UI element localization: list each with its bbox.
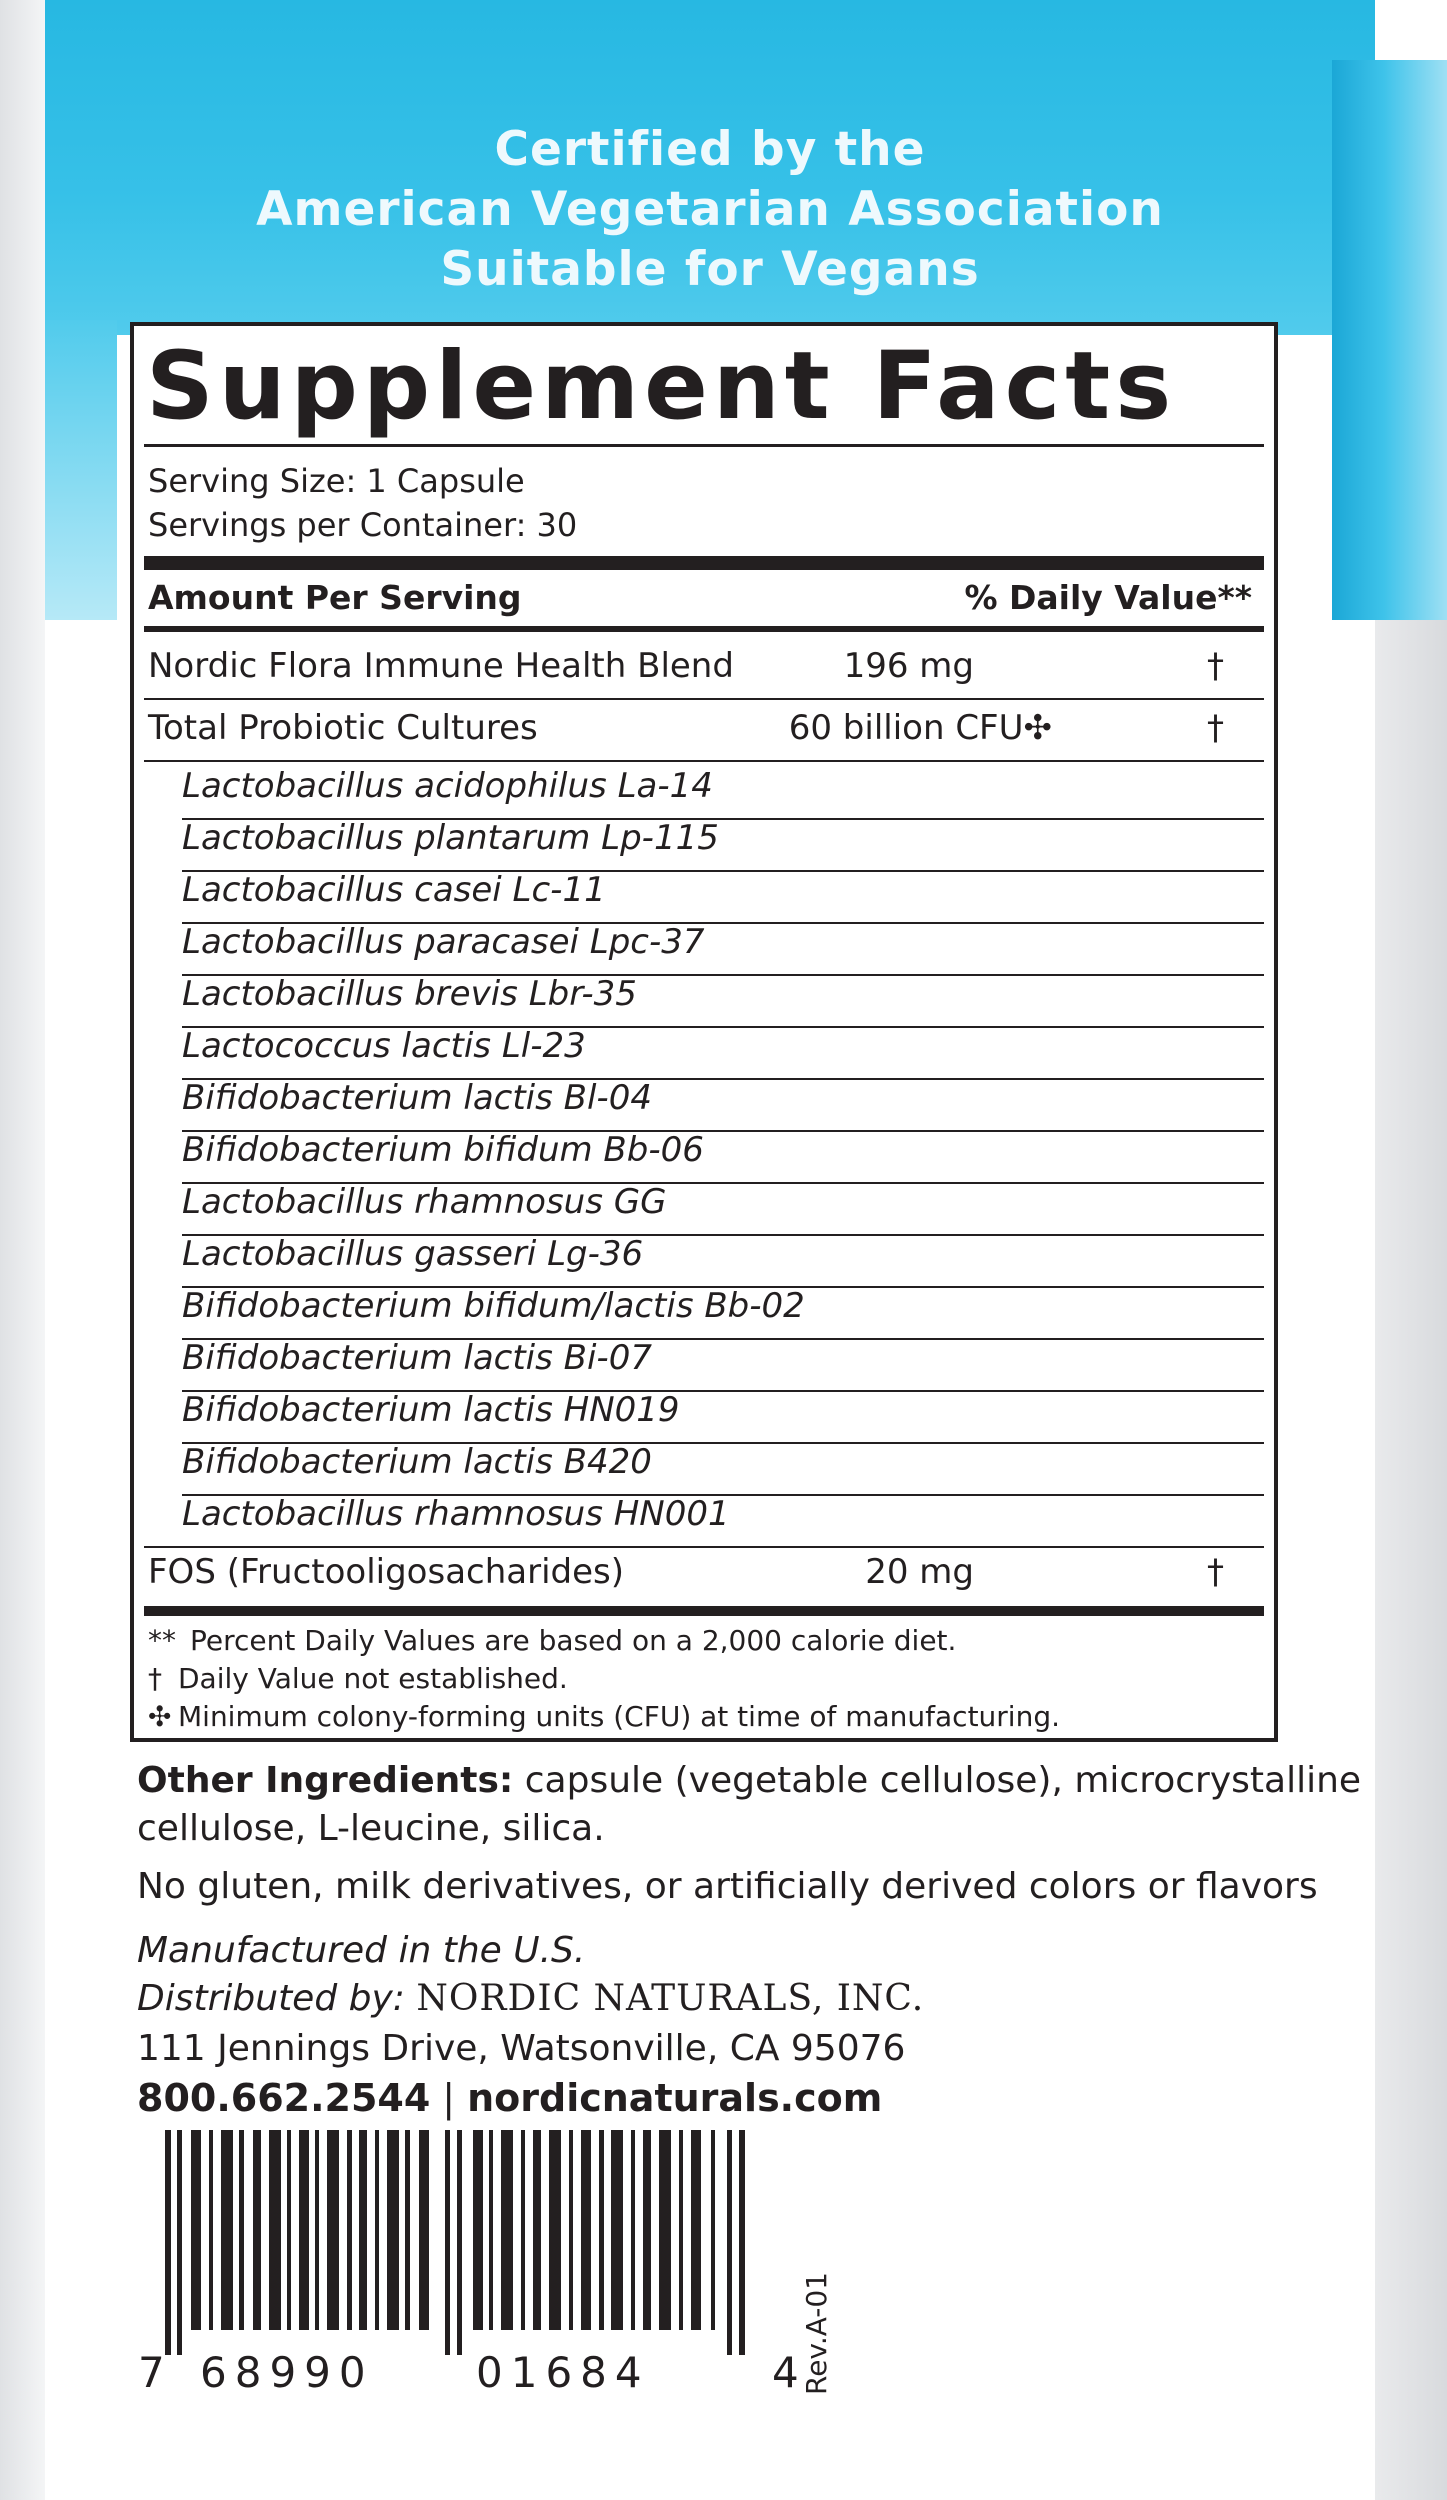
barcode-bar [375, 2130, 379, 2330]
barcode-bar [643, 2130, 651, 2330]
other-ingredients-label: Other Ingredients: [137, 1760, 514, 1801]
address: 111 Jennings Drive, Watsonville, CA 95076 [137, 2028, 906, 2069]
package-right-edge [1375, 620, 1447, 2500]
package-left-blue [45, 320, 117, 620]
barcode-bar [253, 2130, 261, 2330]
other-ingredients-line1: capsule (vegetable cellulose), microcrystalline [513, 1760, 1362, 1801]
barcode-bar [521, 2130, 525, 2330]
barcode-bar [599, 2130, 604, 2330]
serving-size: Serving Size: 1 Capsule [148, 462, 525, 500]
strain-item: Lactobacillus plantarum Lp-115 [182, 818, 719, 858]
barcode-bar [299, 2130, 309, 2330]
barcode-bar [445, 2130, 450, 2355]
barcode-bar [473, 2130, 483, 2330]
fos-name: FOS (Fructooligosacharides) [148, 1552, 625, 1592]
barcode-bar [611, 2130, 623, 2330]
fos-amount: 20 mg [865, 1552, 974, 1592]
thick-rule-bottom [144, 1606, 1264, 1616]
barcode-bar [659, 2130, 671, 2330]
thick-rule-top [144, 556, 1264, 570]
barcode-bar [457, 2130, 462, 2355]
strain-item: Lactobacillus rhamnosus HN001 [182, 1494, 730, 1534]
supplement-facts-panel [130, 322, 1278, 1742]
footnote-text: Minimum colony-forming units (CFU) at time of manufacturing. [178, 1700, 1060, 1733]
strain-item: Bifidobacterium bifidum/lactis Bb-02 [182, 1286, 805, 1326]
footnote [148, 1624, 956, 1657]
facts-title: Supplement Facts [146, 332, 1177, 441]
footnote-symbol: ** [148, 1624, 176, 1657]
footnote [148, 1700, 1060, 1733]
other-ingredients-line2: cellulose, L-leucine, silica. [137, 1808, 605, 1849]
barcode-bar [405, 2130, 410, 2330]
barcode-bar [581, 2130, 591, 2330]
barcode-bar [165, 2130, 171, 2355]
barcode-bar [569, 2130, 573, 2330]
barcode-bar [359, 2130, 367, 2330]
title-rule [144, 444, 1264, 447]
contact-line [137, 2076, 882, 2120]
barcode-bar [727, 2130, 732, 2355]
fos-dv: † [1207, 1552, 1224, 1592]
row-rule [144, 1546, 1264, 1548]
strain-item: Lactobacillus gasseri Lg-36 [182, 1234, 644, 1274]
barcode [165, 2130, 755, 2355]
manufactured-in: Manufactured in the U.S. [137, 1930, 586, 1971]
contact-separator: | [442, 2076, 456, 2120]
barcode-bar [209, 2130, 213, 2330]
distributor-name: NORDIC NATURALS, INC. [416, 1978, 925, 2019]
barcode-group-2: 01684 [476, 2348, 650, 2397]
cultures-name: Total Probiotic Cultures [148, 708, 538, 748]
barcode-bar [221, 2130, 233, 2330]
barcode-bar [679, 2130, 683, 2330]
barcode-bar [711, 2130, 715, 2330]
daily-value-header: % Daily Value** [964, 578, 1252, 617]
footnote-text: Percent Daily Values are based on a 2,000 calorie diet. [190, 1624, 957, 1657]
barcode-bar [533, 2130, 541, 2330]
barcode-left-digit: 7 [138, 2348, 165, 2397]
blend-amount: 196 mg [843, 646, 974, 686]
strain-item: Bifidobacterium lactis Bi-07 [182, 1338, 652, 1378]
footnote-symbol: ✣ [148, 1700, 172, 1733]
cultures-dv: † [1207, 708, 1224, 748]
footnote-text: Daily Value not established. [178, 1662, 568, 1695]
barcode-bar [387, 2130, 399, 2330]
servings-per-container: Servings per Container: 30 [148, 506, 578, 544]
strain-item: Lactobacillus casei Lc-11 [182, 870, 606, 910]
blend-dv: † [1207, 646, 1224, 686]
other-ingredients [137, 1760, 1361, 1801]
free-from-statement: No gluten, milk derivatives, or artificially derived colors or flavors [137, 1866, 1318, 1907]
barcode-bar [549, 2130, 561, 2330]
strain-item: Bifidobacterium lactis B420 [182, 1442, 652, 1482]
package-left-edge [0, 0, 45, 2500]
barcode-bar [239, 2130, 244, 2330]
strain-item: Lactococcus lactis Ll-23 [182, 1026, 586, 1066]
barcode-bar [177, 2130, 182, 2355]
row-rule [144, 698, 1264, 700]
website-link[interactable]: nordicnaturals.com [467, 2076, 883, 2120]
footnote [148, 1662, 568, 1695]
revision-code: Rev.A-01 [800, 2272, 833, 2395]
blend-name: Nordic Flora Immune Health Blend [148, 646, 734, 686]
footnote-symbol: † [148, 1662, 162, 1695]
barcode-bar [269, 2130, 281, 2330]
cert-line-2: American Vegetarian Association [256, 182, 1164, 237]
distributed-by [137, 1978, 924, 2019]
barcode-group-1: 68990 [200, 2348, 374, 2397]
cultures-amount: 60 billion CFU✣ [788, 708, 1052, 748]
strain-item: Lactobacillus brevis Lbr-35 [182, 974, 637, 1014]
strain-item: Lactobacillus acidophilus La-14 [182, 766, 713, 806]
strain-item: Lactobacillus rhamnosus GG [182, 1182, 667, 1222]
barcode-bar [419, 2130, 429, 2330]
strain-item: Bifidobacterium lactis Bl-04 [182, 1078, 652, 1118]
barcode-bar [691, 2130, 701, 2330]
amount-per-serving-header: Amount Per Serving [148, 578, 522, 617]
phone-number: 800.662.2544 [137, 2076, 431, 2120]
strain-item: Bifidobacterium bifidum Bb-06 [182, 1130, 704, 1170]
barcode-bar [501, 2130, 513, 2330]
header-rule [144, 626, 1264, 632]
barcode-bar [739, 2130, 745, 2355]
barcode-bar [315, 2130, 319, 2330]
strain-item: Bifidobacterium lactis HN019 [182, 1390, 680, 1430]
barcode-bar [191, 2130, 201, 2330]
barcode-right-digit: 4 [772, 2348, 799, 2397]
barcode-bar [631, 2130, 635, 2330]
cert-line-1: Certified by the [494, 122, 926, 177]
strain-item: Lactobacillus paracasei Lpc-37 [182, 922, 705, 962]
distributed-label: Distributed by: [137, 1978, 417, 2019]
barcode-bar [287, 2130, 291, 2330]
row-rule [144, 760, 1264, 762]
barcode-bar [327, 2130, 339, 2330]
barcode-bar [347, 2130, 352, 2330]
certification-text [45, 120, 1375, 300]
barcode-bar [489, 2130, 493, 2330]
cert-line-3: Suitable for Vegans [440, 242, 980, 297]
